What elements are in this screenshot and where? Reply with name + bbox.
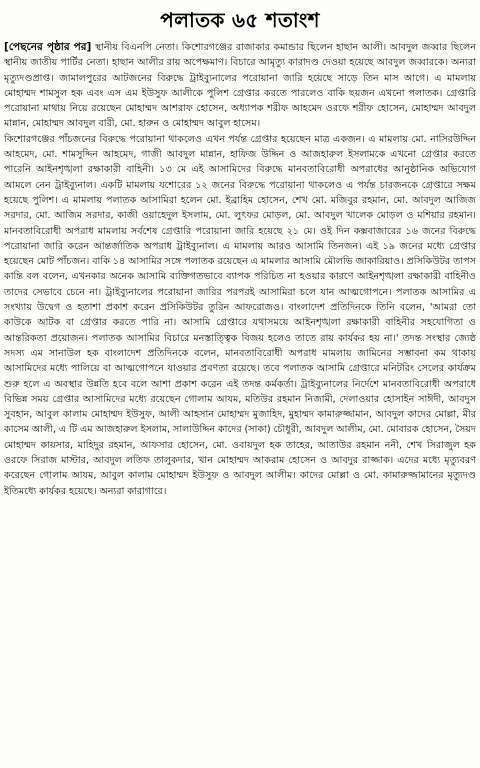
article-body <box>4 40 476 764</box>
continued-from-label: [পেছনের পৃষ্ঠার পর] <box>4 41 92 53</box>
article-headline: পলাতক ৬৫ শতাংশ <box>160 8 320 32</box>
article-paragraph <box>4 40 476 132</box>
paragraph-text: স্থানীয় বিএনপি নেতা। কিশোরগঞ্জের রাজাকার কমান্ডার ছিলেন হাছান আলী। আবদুল জব্বার ছিলেন স্থানীয় জাতীয় পার্টির নেতা। হাছান আলীর রায় অপেক্ষমাণ। বিচারে আমৃত্যু কারাদণ্ড দেওয়া হয়েছে আবদুল জব্বারকে। অন্যরা মৃত্যুদণ্ডপ্রাপ্ত। জামালপুরের আটজনের বিরুদ্ধে ট্রাইব্যুনালের পরোয়ানা জারি হয়েছে সাড়ে তিন মাস আগে। এ মামলায় মোহাম্মদ শামসুল হক এবং এস এম ইউসুফ আলীকে পুলিশ গ্রেপ্তার করতে পারলেও বাকি ছয়জন এখনো পলাতক। গ্রেপ্তারি পরোয়ানা মাথায় নিয়ে রয়েছেন মোহাম্মদ আশরাফ হোসেন, অধ্যাপক শরীফ আহমেদ ওরফে শরীফ হোসেন, মোহাম্মদ আবদুল মান্নান, মোহাম্মদ আবদুল বারী, মো. হারুন ও মোহাম্মদ আবুল হাসেম। <box>4 42 476 130</box>
paragraph-text: কিশোরগঞ্জের পাঁচজনের বিরুদ্ধে পরোয়ানা থাকলেও এখন পর্যন্ত গ্রেপ্তার হয়েছেন মাত্র একজন। এ মামলায় মো. নাসিরউদ্দিন আহমেদ, মো. শামসুদ্দিন আহমেদ, গাজী আবদুল মান্নান, হাফিজ উদ্দিন ও আজহারুল ইসলামকে এখনো গ্রেপ্তার করতে পারেনি আইনশৃঙ্খলা রক্ষাকারী বাহিনী। ১৩ মে এই আসামিদের বিরুদ্ধে মানবতাবিরোধী অপরাধের আনুষ্ঠানিক অভিযোগ আমলে নেন ট্রাইব্যুনাল। একটি মামলায় যশোরের ১২ জনের বিরুদ্ধে পরোয়ানা থাকলেও এ পর্যন্ত চারজনকে গ্রেপ্তারে সক্ষম হয়েছে পুলিশ। এ মামলায় পলাতক আসামিরা হলেন মো. ইব্রাহিম হোসেন, শেখ মো. মজিবুর রহমান, মো. আবদুল আজিজ সরদার, মো. আজিম সরদার, কাজী ওয়াহেদুল ইসলাম, মো. লুৎফর মোড়ল, মো. আবদুল খালেক মোড়ল ও মশিয়ার রহমান। মানবতাবিরোধী অপরাধ মামলায় সর্বশেষ গ্রেপ্তারি পরোয়ানা জারি হয়েছে ২১ মে। ওই দিন কক্সবাজারের ১৬ জনের বিরুদ্ধে পরোয়ানা জারি করেন আন্তর্জাতিক অপরাধ ট্রাইব্যুনাল। এ মামলায় আরও আসামি তিনজন। এই ১৯ জনের মধ্যে গ্রেপ্তার হয়েছেন মোট পাঁচজন। বাকি ১৪ আসামির সঙ্গে পলাতক রয়েছেন এ মামলার আসামি মৌলভি জাকারিয়াও। প্রসিকিউটর তাপস কান্তি বল বলেন, এখনকার অনেক আসামি ব্যক্তিগতভাবে ব্যাপক পরিচিত না হওয়ার কারণে আইনশৃঙ্খলা রক্ষাকারী বাহিনীও তাদের সেভাবে চেনে না। ট্রাইব্যুনালের পরোয়ানা জারির পরপরই আসামিরা চলে যান আত্মগোপনে। পলাতক আসামির এ সংখ্যায় উদ্বেগ ও হতাশা প্রকাশ করেন প্রসিকিউটর তুরিন আফরোজও। বাংলাদেশ প্রতিদিনকে তিনি বলেন, 'আমরা তো কাউকে আটক বা গ্রেপ্তার করতে পারি না। আসামি গ্রেপ্তারে যথাসময়ে আইনশৃঙ্খলা রক্ষাকারী বাহিনীর সহযোগিতা ও আন্তরিকতা প্রয়োজন। পলাতক আসামির বিচারে মনস্তাত্ত্বিক বিজয় হলেও তাতে রায় কার্যকর হয় না।' তদন্ত সংস্থার জ্যেষ্ঠ সদস্য এম সানাউল হক বাংলাদেশ প্রতিদিনকে বলেন, মানবতাবিরোধী অপরাধ মামলায় জামিনের সম্ভাবনা কম থাকায় আসামিদের মধ্যে পালিয়ে বা আত্মগোপনে যাওয়ার প্রবণতা রয়েছে। তবে পলাতক আসামি গ্রেপ্তারে মনিটরিং সেলের কার্যক্রম শুরু হলে এ অবস্থার উন্নতি হবে বলে আশা প্রকাশ করেন এই তদন্ত কর্মকর্তা। ট্রাইব্যুনালের নির্দেশে মানবতাবিরোধী অপরাধে বিভিন্ন সময় গ্রেপ্তার আসামিদের মধ্যে রয়েছেন গোলাম আযম, মতিউর রহমান নিজামী, দেলাওয়ার হোসাইন সাঈদী, আবদুস সুবহান, আবুল কালাম মোহাম্মদ ইউসুফ, আলী আহসান মোহাম্মদ মুজাহিদ, মুহাম্মদ কামারুজ্জামান, আবদুল কাদের মোল্লা, মীর কাসেম আলী, এ টি এম আজহারুল ইসলাম, সালাউদ্দিন কাদের (সাকা) চৌধুরী, আবদুল আলীম, মো. মোবারক হোসেন, সৈয়দ মোহাম্মদ কায়সার, মাহিদুর রহমান, আফসার হোসেন, মো. ওবায়দুল হক তাহের, আতাউর রহমান ননী, শেখ সিরাজুল হক ওরফে সিরাজ মাস্টার, আবদুল লতিফ তালুকদার, খান মোহাম্মদ আকরাম হোসেন ও আবদুর রাজ্জাক। এদের মধ্যে মৃত্যুবরণ করেছেন গোলাম আযম, আবুল কালাম মোহাম্মদ ইউসুফ ও আবদুল আলীম। কাদের মোল্লা ও মো. কামারুজ্জামানের মৃত্যুদণ্ড ইতিমধ্যে কার্যকর হয়েছে। অন্যরা কারাগারে। <box>4 133 476 497</box>
article-paragraph <box>4 132 476 499</box>
